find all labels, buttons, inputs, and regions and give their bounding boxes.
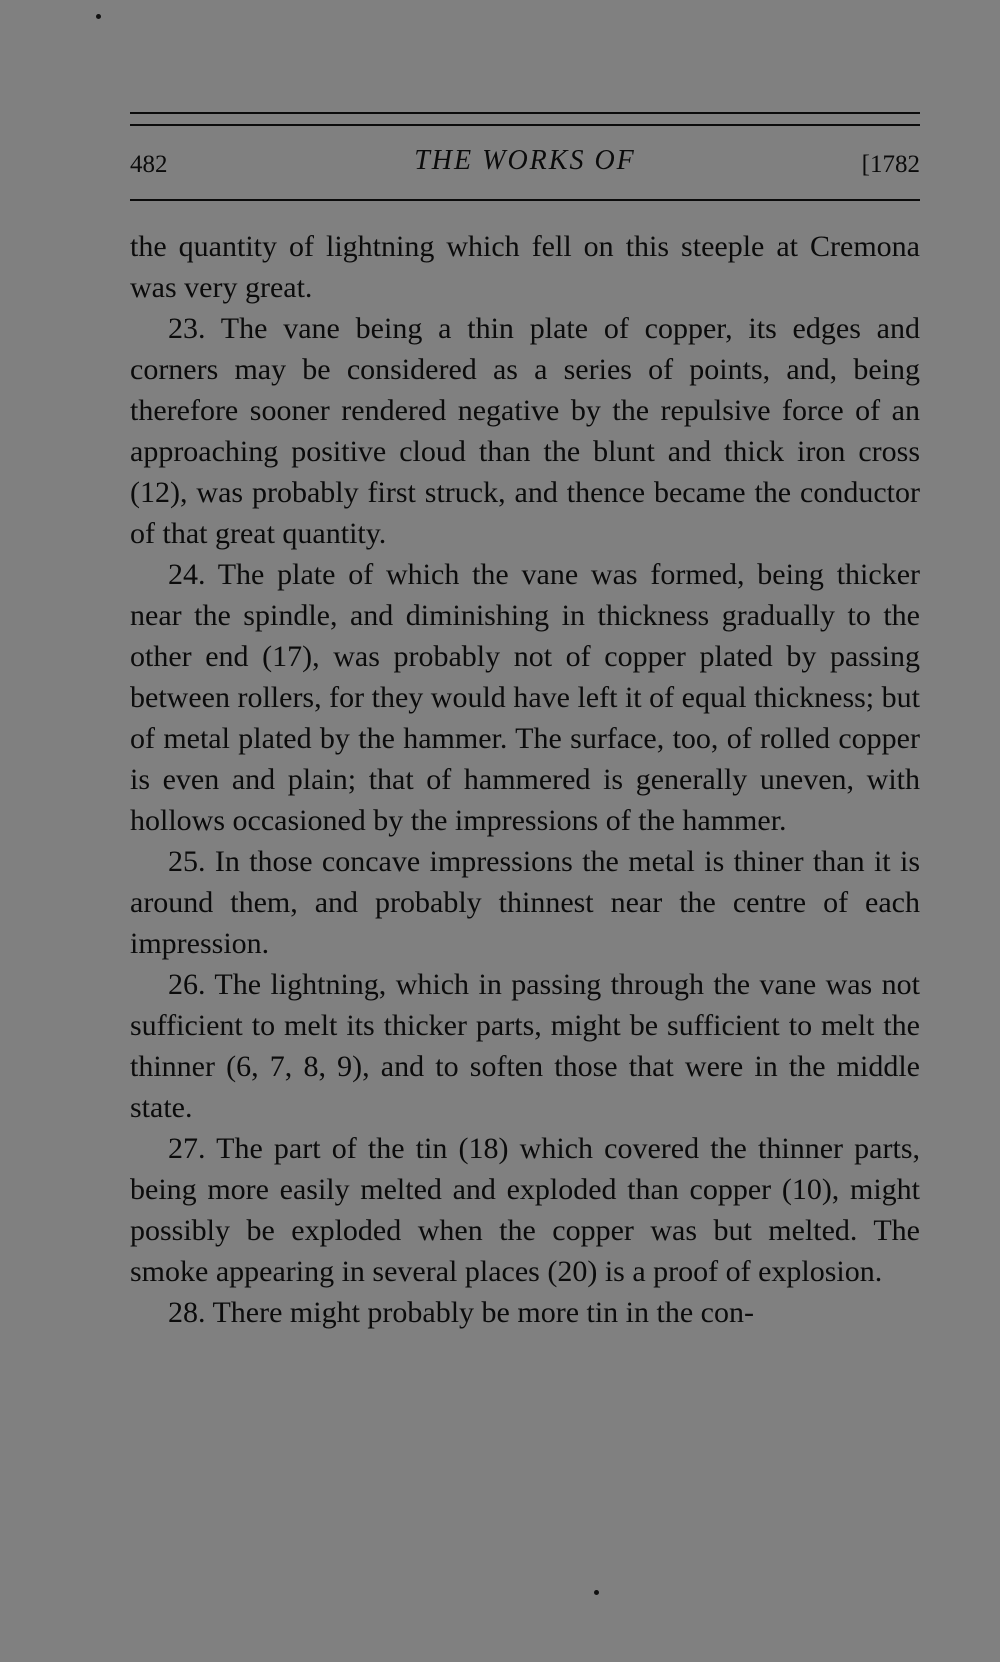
paragraph-23: 23. The vane being a thin plate of copper, its edges and corners may be considered as a series of points, and, being therefore sooner rendered negative by the repulsive force of an approaching positive cloud than the blunt and thick iron cross (12), was probably first struck, and thence became the conductor of that great quantity. (130, 312, 920, 550)
paragraph-24: 24. The plate of which the vane was formed, being thicker near the spindle, and diminishing in thickness gradually to the other end (17), was probably not of copper plated by passing between rollers, for they would have left it of equal thickness; but of metal plated by the hammer. The surface, too, of rolled copper is even and plain; that of hammered is generally uneven, with hollows occasioned by the impressions of the hammer. (130, 558, 920, 837)
paragraph-25: 25. In those concave impressions the metal is thiner than it is around them, and probably thinnest near the centre of each impression. (130, 845, 920, 960)
header-double-rule-bottom (130, 124, 920, 126)
body-text (130, 226, 920, 1333)
header-double-rule-top (130, 112, 920, 114)
running-title: THE WORKS OF (414, 145, 636, 176)
paragraph-28: 28. There might probably be more tin in the con- (168, 1296, 754, 1329)
book-page (130, 0, 920, 1662)
running-year: [1782 (861, 151, 920, 178)
scan-speck-top (96, 14, 101, 19)
paragraph-continuation: the quantity of lightning which fell on this steeple at Cremona was very great. (130, 230, 920, 304)
running-head (130, 145, 920, 185)
paragraph-26: 26. The lightning, which in passing through the vane was not sufficient to melt its thicker parts, might be sufficient to melt the thinner (6, 7, 8, 9), and to soften those that were in the middle state. (130, 968, 920, 1124)
header-underline (130, 199, 920, 201)
page-number: 482 (130, 151, 168, 178)
paragraph-27: 27. The part of the tin (18) which covered the thinner parts, being more easily melted and exploded than copper (10), might possibly be exploded when the copper was but melted. The smoke appearing in several places (20) is a proof of explosion. (130, 1132, 920, 1288)
